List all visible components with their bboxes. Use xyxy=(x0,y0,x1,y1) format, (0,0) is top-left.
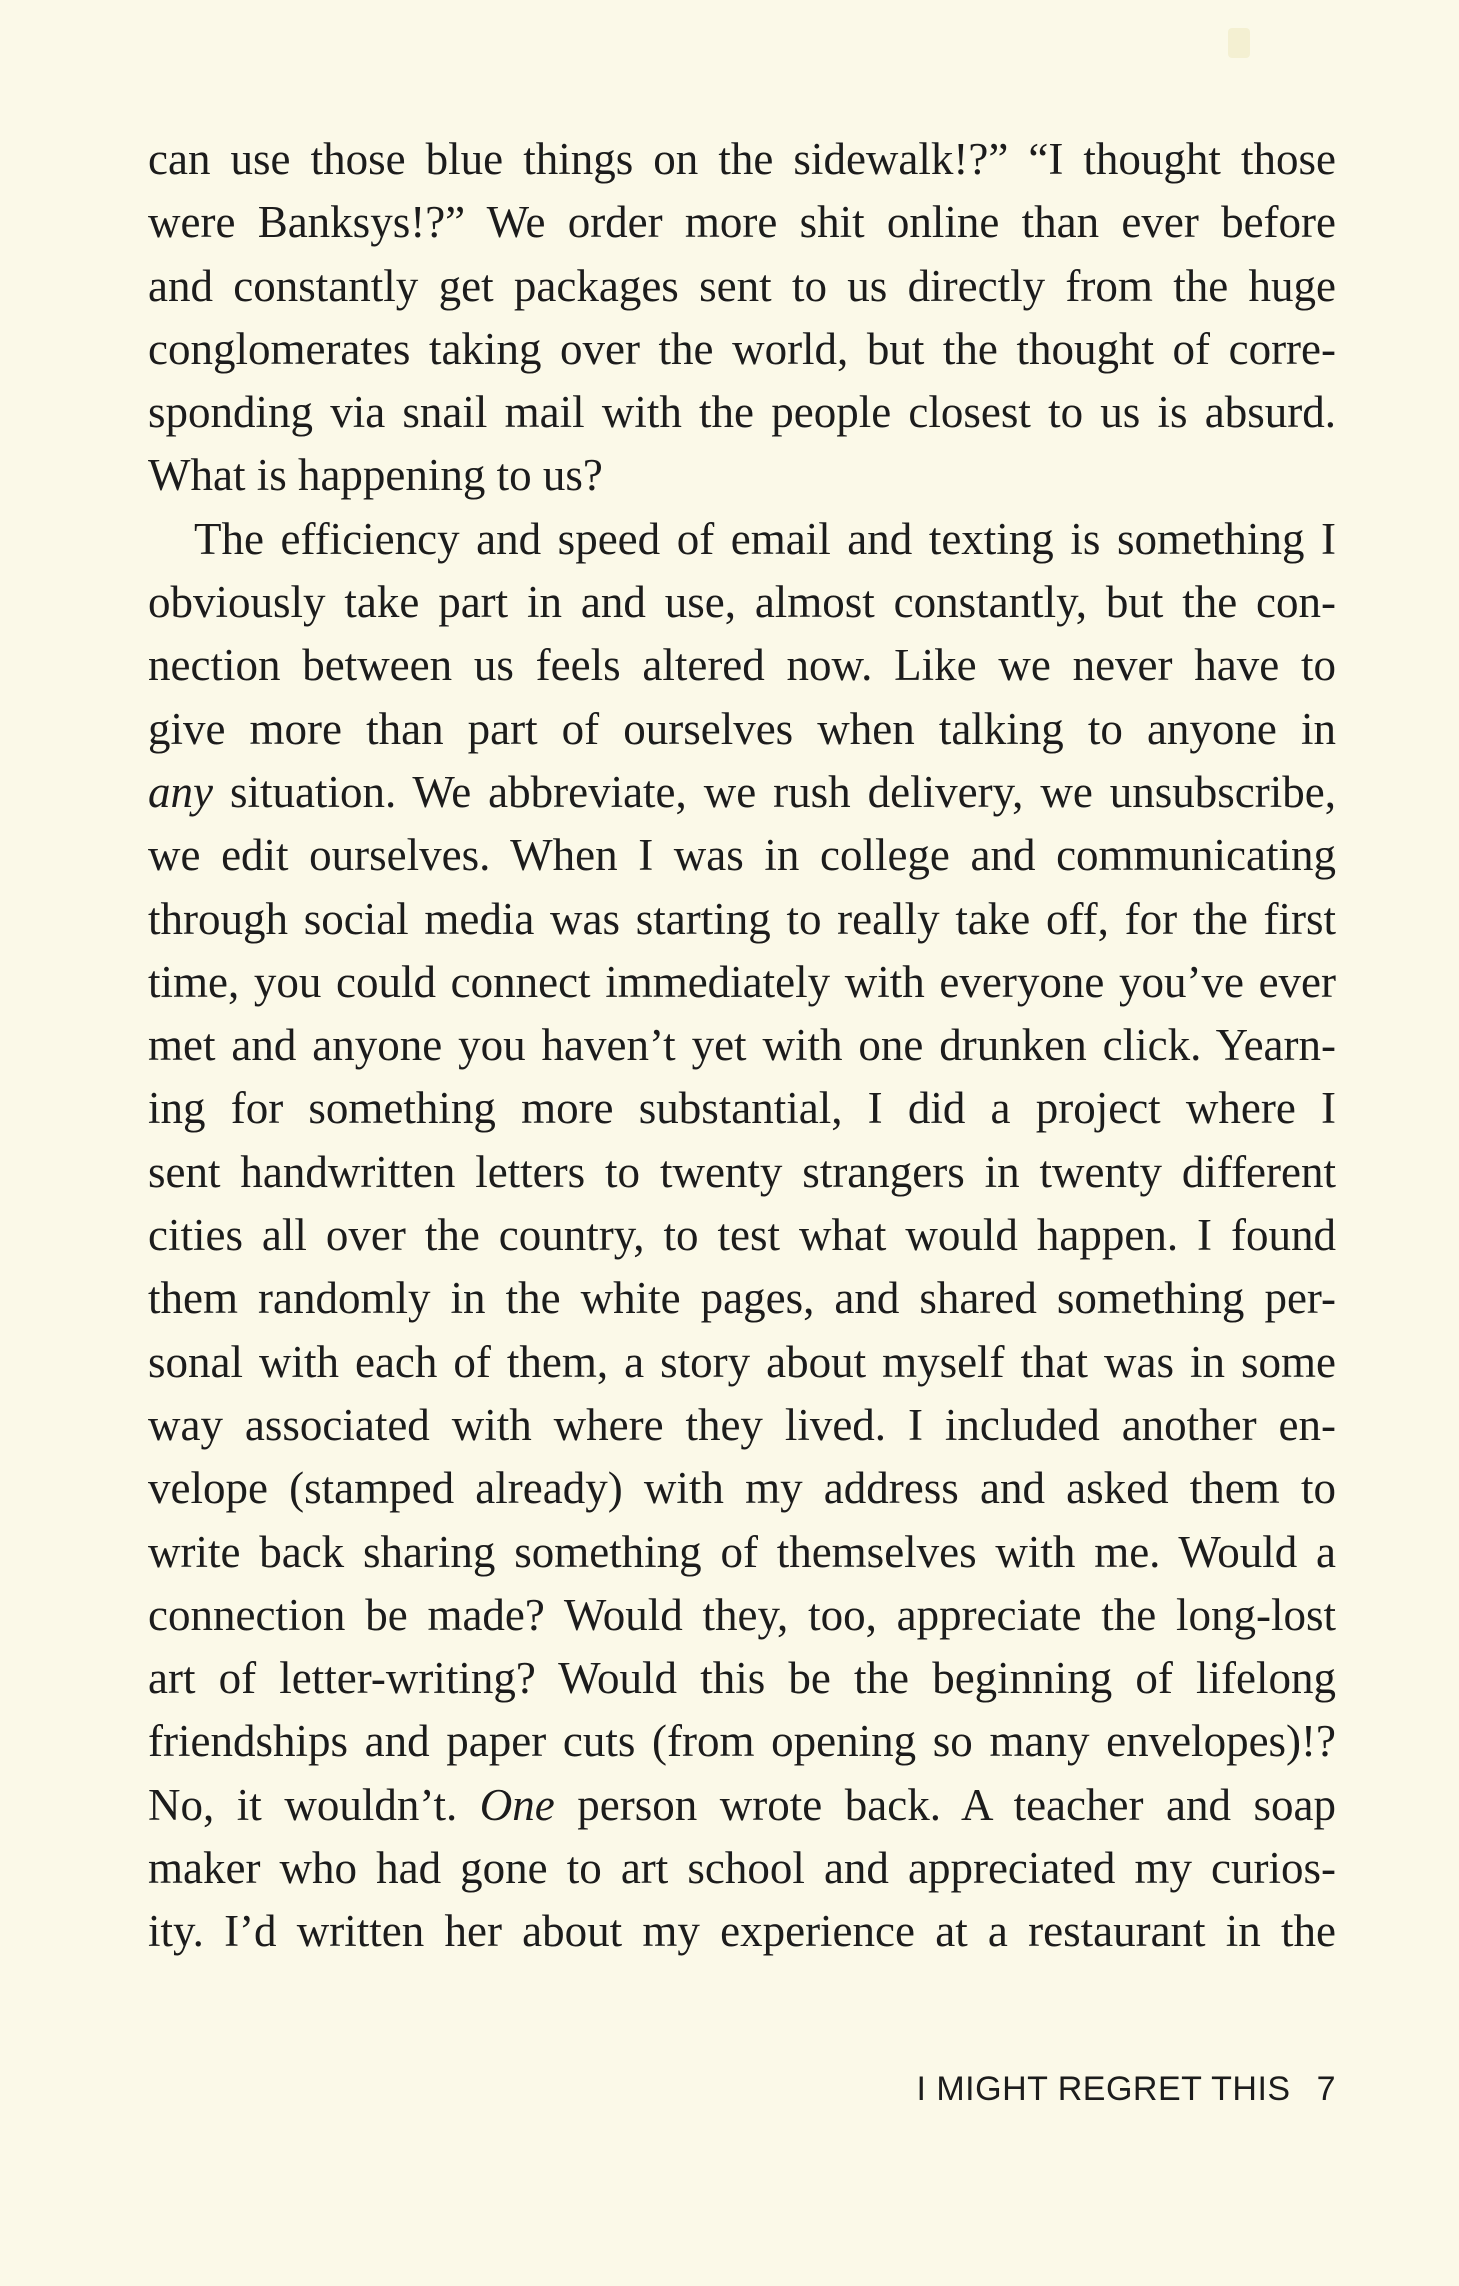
text-line: were Banksys!?” We order more shit online than ever before xyxy=(148,197,1336,248)
text-line: friendships and paper cuts (from opening so many envelopes)!? xyxy=(148,1716,1336,1767)
text-line xyxy=(148,1774,1336,1837)
text-line: sonal with each of them, a story about myself that was in some xyxy=(148,1336,1336,1387)
text-line: met and anyone you haven’t yet with one drunken click. Yearn- xyxy=(148,1020,1336,1071)
paper-speck xyxy=(1228,28,1250,58)
running-title: I MIGHT REGRET THIS xyxy=(916,2070,1291,2108)
italic-word: One xyxy=(479,1779,555,1830)
text-segment: situation. We abbreviate, we rush delivery, we unsubscribe, xyxy=(212,766,1336,817)
text-segment: No, it wouldn’t. xyxy=(148,1779,480,1830)
text-segment: person wrote back. A teacher and soap xyxy=(554,1779,1336,1830)
text-line: nection between us feels altered now. Like we never have to xyxy=(148,640,1336,691)
text-line: ity. I’d written her about my experience at a restaurant in the xyxy=(148,1906,1336,1957)
body-text xyxy=(148,128,1336,1964)
text-line: sent handwritten letters to twenty strangers in twenty different xyxy=(148,1146,1336,1197)
text-line: give more than part of ourselves when talking to anyone in xyxy=(148,703,1336,754)
text-line xyxy=(148,761,1336,824)
text-line: conglomerates taking over the world, but the thought of corre- xyxy=(148,323,1336,374)
text-line: and constantly get packages sent to us directly from the huge xyxy=(148,260,1336,311)
text-line: them randomly in the white pages, and shared something per- xyxy=(148,1273,1336,1324)
text-line: we edit ourselves. When I was in college and communicating xyxy=(148,830,1336,881)
italic-word: any xyxy=(148,766,213,817)
text-line: What is happening to us? xyxy=(148,450,603,501)
text-line: ing for something more substantial, I did a project where I xyxy=(148,1083,1336,1134)
running-footer xyxy=(850,2070,1336,2109)
text-line: maker who had gone to art school and appreciated my curios- xyxy=(148,1843,1336,1894)
text-line: obviously take part in and use, almost constantly, but the con- xyxy=(148,577,1336,628)
text-line: way associated with where they lived. I included another en- xyxy=(148,1399,1336,1450)
text-line: can use those blue things on the sidewalk!?” “I thought those xyxy=(148,134,1336,184)
text-line: through social media was starting to really take off, for the first xyxy=(148,893,1336,944)
text-line: connection be made? Would they, too, appreciate the long-lost xyxy=(148,1589,1336,1640)
text-line: time, you could connect immediately with everyone you’ve ever xyxy=(148,956,1336,1007)
text-line: write back sharing something of themselves with me. Would a xyxy=(148,1526,1336,1577)
text-line: art of letter-writing? Would this be the beginning of lifelong xyxy=(148,1653,1336,1704)
page-number: 7 xyxy=(1316,2070,1336,2108)
text-line: sponding via snail mail with the people closest to us is absurd. xyxy=(148,387,1336,438)
text-line: The efficiency and speed of email and texting is something I xyxy=(194,513,1336,564)
text-line: cities all over the country, to test what would happen. I found xyxy=(148,1210,1336,1261)
text-line: velope (stamped already) with my address and asked them to xyxy=(148,1463,1336,1514)
